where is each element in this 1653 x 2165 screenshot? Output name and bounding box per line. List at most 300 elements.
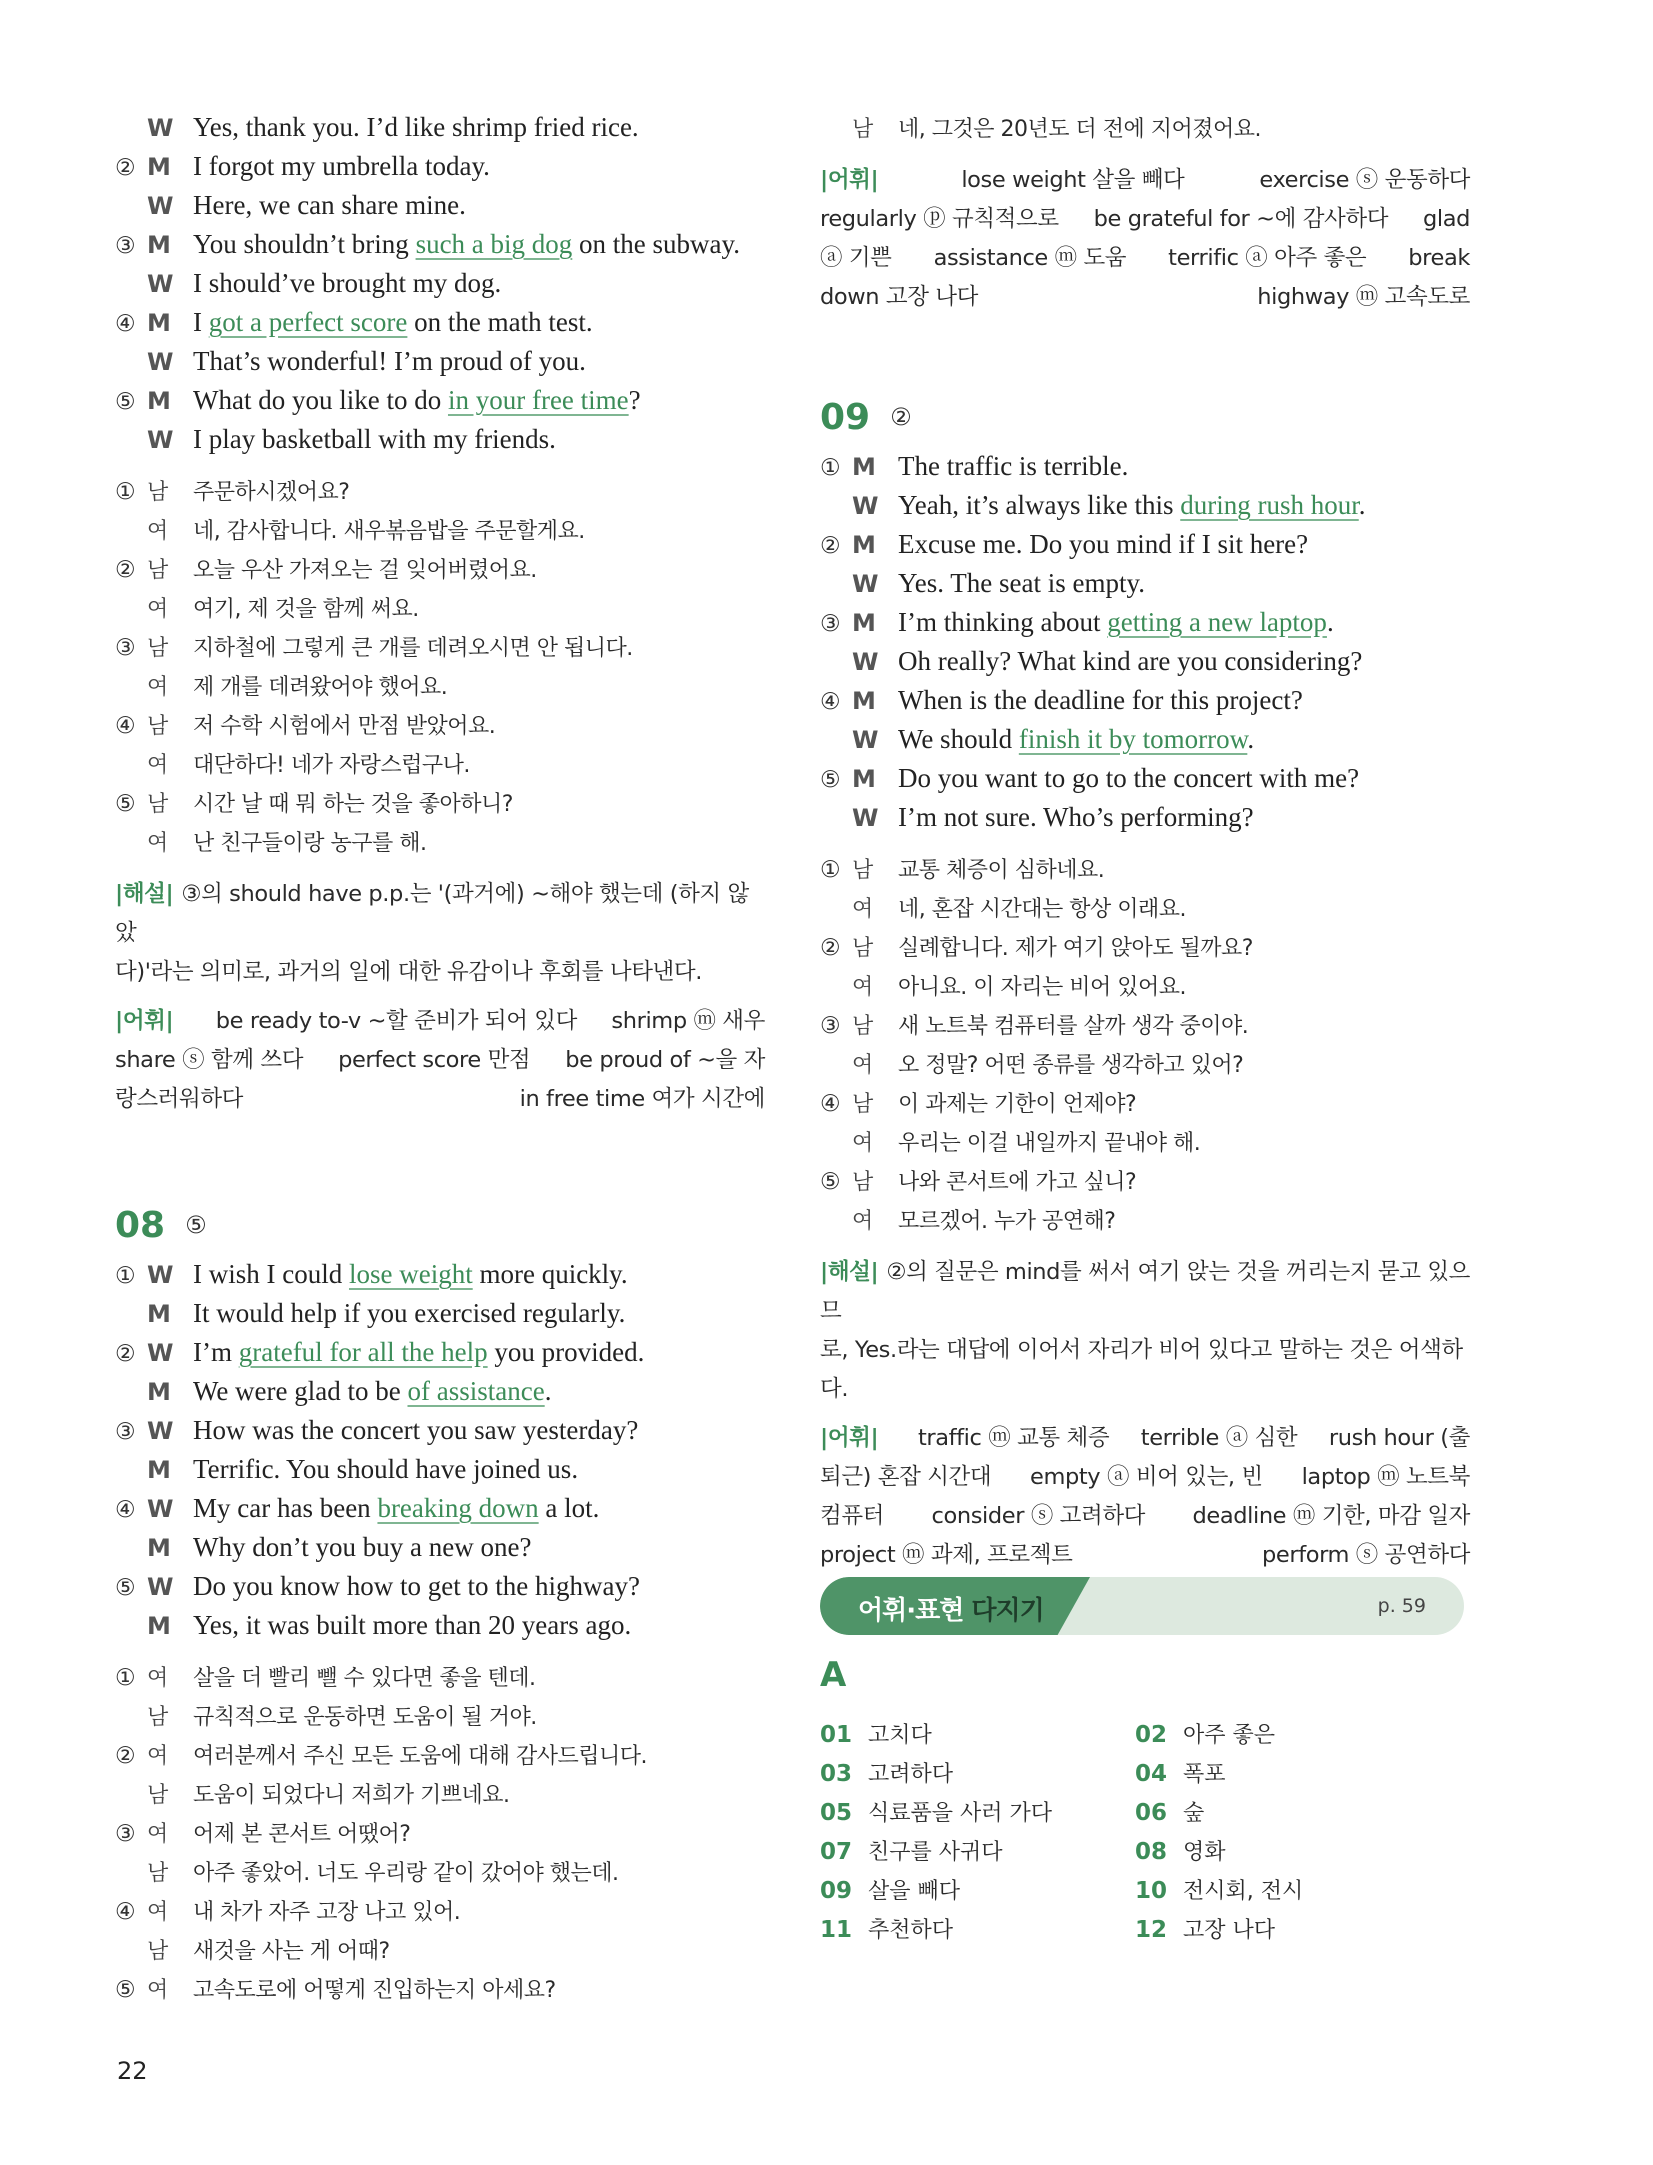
translation-text: 도움이 되었다니 저희가 기쁘네요. <box>193 1783 510 1808</box>
item-number: ③ <box>115 635 136 661</box>
dialogue-text <box>193 1493 599 1524</box>
item-number: ② <box>115 1743 136 1769</box>
dialogue-line <box>820 451 1470 490</box>
item-number: ④ <box>115 1497 136 1523</box>
translation-line <box>820 892 1470 931</box>
text-segment: on the subway. <box>572 229 741 259</box>
answer-text: 살을 빼다 <box>868 1879 961 1904</box>
speaker-label: M <box>147 1378 171 1406</box>
vocab-entry: regularly ⓟ 규칙적으로 <box>820 206 1059 232</box>
vocab-entry: ⓐ 기쁜 <box>820 245 892 271</box>
translation-text: 실례합니다. 제가 여기 앉아도 될까요? <box>898 936 1253 961</box>
vocab-entry: 퇴근) 혼잡 시간대 <box>820 1464 992 1490</box>
translation-text: 시간 날 때 뭐 하는 것을 좋아하니? <box>193 792 513 817</box>
text-segment: It would help if you exercised regularly. <box>193 1298 626 1328</box>
speaker-label: 여 <box>147 597 168 622</box>
right-column <box>820 112 1470 1575</box>
vocab-entry: terrible ⓐ 심한 <box>1140 1425 1298 1451</box>
translation-line <box>820 1165 1470 1204</box>
key-expression: such a big dog <box>415 229 573 259</box>
text-segment: Yes. The seat is empty. <box>898 568 1145 598</box>
item-number: ① <box>115 1665 136 1691</box>
translation-line <box>115 631 765 670</box>
answer-number: 11 <box>820 1917 853 1943</box>
vocab-label: |어휘| <box>820 167 879 193</box>
item-number: ③ <box>115 233 136 259</box>
translation-text: 모르겠어. 누가 공연해? <box>898 1209 1116 1234</box>
translation-line <box>115 709 765 748</box>
vocab-entry: 랑스러워하다 <box>115 1086 244 1112</box>
speaker-label: 여 <box>852 1209 873 1234</box>
speaker-label: 여 <box>147 519 168 544</box>
answer-text: 식료품을 사러 가다 <box>868 1801 1053 1826</box>
translation-text: 오늘 우산 가져오는 걸 잊어버렸어요. <box>193 558 537 583</box>
text-segment: Why don’t you buy a new one? <box>193 1532 532 1562</box>
dialogue-line <box>115 190 765 229</box>
dialogue-text <box>898 646 1362 677</box>
vocab-line <box>115 1041 765 1080</box>
translation-text: 지하철에 그렇게 큰 개를 데려오시면 안 됩니다. <box>193 636 633 661</box>
translation-line <box>115 748 765 787</box>
q07-explanation: |해설| ③의 should have p.p.는 '(과거에) ~해야 했는데 (하지 않았 다)'라는 의미로, 과거의 일에 대한 유감이나 후회를 나타낸다. <box>115 881 749 985</box>
translation-text: 새 노트북 컴퓨터를 살까 생각 중이야. <box>898 1014 1249 1039</box>
vocab-entry: exercise ⓢ 운동하다 <box>1259 167 1470 193</box>
text-segment: I’m thinking about <box>898 607 1108 637</box>
answer-text: 아주 좋은 <box>1183 1723 1276 1748</box>
dialogue-text <box>193 190 466 221</box>
key-expression: getting a new laptop <box>1107 607 1327 637</box>
dialogue-text <box>193 112 639 143</box>
text-segment: That’s wonderful! I’m proud of you. <box>193 346 586 376</box>
dialogue-text <box>193 1376 551 1407</box>
speaker-label: M <box>852 531 876 559</box>
speaker-label: 여 <box>147 1900 168 1925</box>
translation-text: 여러분께서 주신 모든 도움에 대해 감사드립니다. <box>193 1744 648 1769</box>
speaker-label: 여 <box>852 897 873 922</box>
text-segment: I should’ve brought my dog. <box>193 268 502 298</box>
dialogue-text <box>193 1571 640 1602</box>
translation-line <box>115 1817 765 1856</box>
speaker-label: 남 <box>852 858 873 883</box>
text-segment: The traffic is terrible. <box>898 451 1129 481</box>
dialogue-text <box>898 724 1254 755</box>
vocab-entry: glad <box>1422 206 1470 232</box>
vocab-entry: terrific ⓐ 아주 좋은 <box>1168 245 1367 271</box>
q07-vocabulary <box>115 1002 765 1119</box>
question-number: 08 <box>115 1204 166 1246</box>
item-number: ③ <box>115 1419 136 1445</box>
vocab-entry: empty ⓐ 비어 있는, 빈 <box>1030 1464 1263 1490</box>
speaker-label: W <box>852 726 879 754</box>
speaker-label: 여 <box>147 1822 168 1847</box>
q07-english-dialogue <box>115 112 765 463</box>
text-segment: What do you like to do <box>193 385 448 415</box>
vocab-answer-item <box>820 1874 1135 1913</box>
page-number: 22 <box>117 2057 148 2085</box>
translation-line <box>820 1009 1470 1048</box>
item-number: ③ <box>820 611 841 637</box>
q08-english-dialogue <box>115 1259 765 1649</box>
q09-vocabulary <box>820 1419 1470 1575</box>
vocab-entry: in free time 여가 시간에 <box>519 1086 765 1112</box>
key-expression: breaking down <box>377 1493 539 1523</box>
answer-text: 영화 <box>1183 1840 1226 1865</box>
answer-text: 숲 <box>1183 1801 1205 1826</box>
answer-mark: ② <box>890 403 912 431</box>
vocab-line <box>820 1536 1470 1575</box>
vocab-answer-item <box>1135 1718 1440 1757</box>
dialogue-text <box>898 529 1308 560</box>
speaker-label: M <box>147 231 171 259</box>
speaker-label: W <box>147 270 174 298</box>
q09-korean-translation <box>820 853 1470 1243</box>
speaker-label: 남 <box>147 480 168 505</box>
translation-text: 오 정말? 어떤 종류를 생각하고 있어? <box>898 1053 1244 1078</box>
text-segment: When is the deadline for this project? <box>898 685 1303 715</box>
key-expression: during rush hour <box>1180 490 1359 520</box>
vocab-line <box>820 239 1470 278</box>
vocab-entry: break <box>1408 245 1470 271</box>
speaker-label: W <box>852 804 879 832</box>
vocab-answer-grid <box>820 1718 1440 1952</box>
translation-line <box>115 1934 765 1973</box>
dialogue-text <box>193 1298 625 1329</box>
vocab-answer-item <box>820 1913 1135 1952</box>
item-number: ⑤ <box>115 1977 136 2003</box>
speaker-label: 남 <box>852 1014 873 1039</box>
item-number: ⑤ <box>820 1169 841 1195</box>
speaker-label: W <box>852 648 879 676</box>
answer-mark: ⑤ <box>185 1211 207 1239</box>
text-segment: Terrific. You should have joined us. <box>193 1454 579 1484</box>
text-segment: a lot. <box>538 1493 600 1523</box>
translation-text: 나와 콘서트에 가고 싶니? <box>898 1170 1137 1195</box>
key-expression: lose weight <box>348 1259 473 1289</box>
item-number: ① <box>820 455 841 481</box>
speaker-label: 남 <box>147 1861 168 1886</box>
speaker-label: 여 <box>147 675 168 700</box>
item-number: ⑤ <box>820 767 841 793</box>
vocab-answer-item <box>820 1835 1135 1874</box>
answer-number: 08 <box>1135 1839 1168 1865</box>
translation-text: 어제 본 콘서트 어땠어? <box>193 1822 411 1847</box>
item-number: ⑤ <box>115 791 136 817</box>
key-expression: finish it by tomorrow <box>1018 724 1248 754</box>
speaker-label: 여 <box>147 753 168 778</box>
dialogue-text <box>193 424 556 455</box>
answer-number: 01 <box>820 1722 853 1748</box>
dialogue-text <box>898 451 1128 482</box>
dialogue-text <box>193 1610 631 1641</box>
answer-number: 05 <box>820 1800 853 1826</box>
key-expression: grateful for all the help <box>238 1337 488 1367</box>
dialogue-line <box>115 346 765 385</box>
banner-title: 어휘·표현 다지기 <box>858 1596 1044 1626</box>
translation-line <box>115 553 765 592</box>
text-segment: How was the concert you saw yesterday? <box>193 1415 639 1445</box>
dialogue-text <box>193 1337 644 1368</box>
dialogue-line <box>115 1415 765 1454</box>
vocab-answer-item <box>820 1796 1135 1835</box>
speaker-label: M <box>147 1612 171 1640</box>
text-segment: more quickly. <box>472 1259 628 1289</box>
speaker-label: 여 <box>147 1978 168 2003</box>
translation-text: 저 수학 시험에서 만점 받았어요. <box>193 714 496 739</box>
text-segment: I <box>193 307 209 337</box>
translation-line <box>820 931 1470 970</box>
vocab-section-banner <box>820 1577 1464 1635</box>
dialogue-line <box>115 1259 765 1298</box>
speaker-label: 남 <box>147 1939 168 1964</box>
translation-line <box>115 1661 765 1700</box>
dialogue-line <box>115 1298 765 1337</box>
item-number: ④ <box>820 689 841 715</box>
text-segment: My car has been <box>193 1493 378 1523</box>
speaker-label: M <box>852 453 876 481</box>
left-column <box>115 112 765 2012</box>
dialogue-line <box>820 529 1470 568</box>
vocab-entry: laptop ⓜ 노트북 <box>1301 1464 1470 1490</box>
item-number: ④ <box>820 1091 841 1117</box>
dialogue-text <box>898 607 1334 638</box>
speaker-label: 여 <box>147 1666 168 1691</box>
dialogue-line <box>115 385 765 424</box>
item-number: ② <box>115 1341 136 1367</box>
dialogue-line <box>115 1532 765 1571</box>
answer-number: 12 <box>1135 1917 1168 1943</box>
vocab-answer-item <box>820 1757 1135 1796</box>
vocab-answer-item <box>1135 1757 1440 1796</box>
text-segment: . <box>1358 490 1366 520</box>
dialogue-line <box>115 1571 765 1610</box>
question-number: 09 <box>820 396 871 438</box>
dialogue-text <box>193 1454 578 1485</box>
dialogue-line <box>820 724 1470 763</box>
translation-line <box>820 1048 1470 1087</box>
item-number: ① <box>115 1263 136 1289</box>
translation-line <box>115 670 765 709</box>
q08-vocabulary <box>820 161 1470 317</box>
item-number: ② <box>115 155 136 181</box>
speaker-label: M <box>147 1300 171 1328</box>
vocab-label: |어휘| <box>115 1008 174 1034</box>
dialogue-line <box>820 490 1470 529</box>
text-segment: You shouldn’t bring <box>193 229 416 259</box>
speaker-label: W <box>147 1495 174 1523</box>
text-segment: I wish I could <box>193 1259 349 1289</box>
speaker-label: W <box>147 192 174 220</box>
speaker-label: M <box>852 765 876 793</box>
translation-line <box>115 475 765 514</box>
translation-line <box>820 1126 1470 1165</box>
item-number: ③ <box>115 1821 136 1847</box>
dialogue-line <box>820 802 1470 841</box>
q08-header <box>115 1199 765 1251</box>
text-segment: Do you know how to get to the highway? <box>193 1571 640 1601</box>
vocab-label: |어휘| <box>820 1425 879 1451</box>
dialogue-line <box>115 1337 765 1376</box>
vocab-entry: highway ⓜ 고속도로 <box>1257 284 1470 310</box>
speaker-label: 여 <box>147 1744 168 1769</box>
text-segment: ? <box>628 385 641 415</box>
dialogue-line <box>820 568 1470 607</box>
answer-number: 04 <box>1135 1761 1168 1787</box>
dialogue-text <box>898 802 1254 833</box>
translation-line <box>115 1973 765 2012</box>
vocab-entry: 컴퓨터 <box>820 1503 885 1529</box>
translation-line <box>820 970 1470 1009</box>
dialogue-text <box>193 1415 638 1446</box>
translation-line <box>115 1778 765 1817</box>
translation-text: 네, 혼잡 시간대는 항상 이래요. <box>898 897 1186 922</box>
text-segment: Yes, thank you. I’d like shrimp fried rice. <box>193 112 639 142</box>
translation-text: 아주 좋았어. 너도 우리랑 같이 갔어야 했는데. <box>193 1861 619 1886</box>
speaker-label: 남 <box>852 936 873 961</box>
vocab-entry: traffic ⓜ 교통 체증 <box>917 1425 1110 1451</box>
q09-english-dialogue <box>820 451 1470 841</box>
answer-number: 02 <box>1135 1722 1168 1748</box>
dialogue-line <box>115 268 765 307</box>
vocab-entry: project ⓜ 과제, 프로젝트 <box>820 1542 1073 1568</box>
text-segment: Yeah, it’s always like this <box>898 490 1181 520</box>
translation-text: 내 차가 자주 고장 나고 있어. <box>193 1900 461 1925</box>
translation-text: 새것을 사는 게 어때? <box>193 1939 390 1964</box>
vocab-entry: consider ⓢ 고려하다 <box>931 1503 1146 1529</box>
answer-number: 07 <box>820 1839 853 1865</box>
speaker-label: W <box>147 1417 174 1445</box>
translation-text: 난 친구들이랑 농구를 해. <box>193 831 427 856</box>
dialogue-line <box>820 607 1470 646</box>
speaker-label: 남 <box>147 714 168 739</box>
translation-text: 고속도로에 어떻게 진입하는지 아세요? <box>193 1978 556 2003</box>
text-segment: Here, we can share mine. <box>193 190 466 220</box>
answer-number: 03 <box>820 1761 853 1787</box>
dialogue-text <box>193 151 490 182</box>
speaker-label: M <box>147 1534 171 1562</box>
q07-korean-translation <box>115 475 765 865</box>
vocab-answer-item <box>1135 1835 1440 1874</box>
item-number: ② <box>115 557 136 583</box>
q09-explanation: |해설| ②의 질문은 mind를 써서 여기 앉는 것을 꺼리는지 묻고 있으므 로, Yes.라는 대답에 이어서 자리가 비어 있다고 말하는 것은 어색하다. <box>820 1259 1470 1402</box>
text-segment: I forgot my umbrella today. <box>193 151 490 181</box>
dialogue-line <box>115 1376 765 1415</box>
dialogue-text <box>193 346 586 377</box>
translation-line <box>820 1204 1470 1243</box>
speaker-label: 남 <box>852 1092 873 1117</box>
speaker-label: M <box>147 387 171 415</box>
speaker-label: 남 <box>147 636 168 661</box>
answer-text: 폭포 <box>1183 1762 1226 1787</box>
dialogue-line <box>820 763 1470 802</box>
speaker-label: W <box>852 570 879 598</box>
translation-line <box>820 1087 1470 1126</box>
text-segment: Do you want to go to the concert with me? <box>898 763 1360 793</box>
speaker-label: M <box>852 609 876 637</box>
speaker-label: W <box>147 114 174 142</box>
answer-number: 09 <box>820 1878 853 1904</box>
translation-line <box>115 1739 765 1778</box>
speaker-label: 남 <box>147 792 168 817</box>
answer-text: 고장 나다 <box>1183 1918 1276 1943</box>
speaker-label: 여 <box>147 831 168 856</box>
text-segment: on the math test. <box>407 307 593 337</box>
text-segment: I’m not sure. Who’s performing? <box>898 802 1254 832</box>
text-segment: We were glad to be <box>193 1376 408 1406</box>
item-number: ① <box>820 857 841 883</box>
speaker-label: W <box>147 426 174 454</box>
text-segment: Excuse me. Do you mind if I sit here? <box>898 529 1309 559</box>
translation-line <box>820 853 1470 892</box>
item-number: ⑤ <box>115 389 136 415</box>
text-segment: We should <box>898 724 1019 754</box>
speaker-label: M <box>147 1456 171 1484</box>
translation-line <box>115 592 765 631</box>
text-segment: . <box>544 1376 552 1406</box>
text-segment: you provided. <box>487 1337 645 1367</box>
answer-text: 고치다 <box>868 1723 932 1748</box>
key-expression: of assistance <box>407 1376 545 1406</box>
vocab-line <box>820 278 1470 317</box>
speaker-label: 여 <box>852 975 873 1000</box>
q08-korean-continued: 남 네, 그것은 20년도 더 전에 지어졌어요. <box>852 117 1261 142</box>
vocab-entry: be proud of ~을 자 <box>565 1047 765 1073</box>
translation-line <box>115 1856 765 1895</box>
vocab-entry: be ready to-v ~할 준비가 되어 있다 <box>215 1008 577 1034</box>
vocab-entry: rush hour (출 <box>1328 1425 1470 1451</box>
vocab-line <box>820 1497 1470 1536</box>
key-expression: in your free time <box>447 385 629 415</box>
item-number: ② <box>820 533 841 559</box>
dialogue-line <box>115 307 765 346</box>
answer-text: 추천하다 <box>868 1918 954 1943</box>
dialogue-line <box>115 424 765 463</box>
q08-korean-translation <box>115 1661 765 2012</box>
speaker-label: W <box>147 1339 174 1367</box>
speaker-label: W <box>147 1573 174 1601</box>
speaker-label: M <box>147 309 171 337</box>
speaker-label: 남 <box>147 1783 168 1808</box>
dialogue-line <box>820 646 1470 685</box>
speaker-label: 여 <box>852 1053 873 1078</box>
speaker-label: 남 <box>147 558 168 583</box>
dialogue-text <box>898 763 1359 794</box>
text-segment: . <box>1326 607 1334 637</box>
item-number: ④ <box>115 1899 136 1925</box>
item-number: ④ <box>115 713 136 739</box>
translation-text: 살을 더 빨리 뺄 수 있다면 좋을 텐데. <box>193 1666 536 1691</box>
vocab-line <box>115 1080 765 1119</box>
speaker-label: W <box>147 1261 174 1289</box>
answer-text: 친구를 사귀다 <box>868 1840 1003 1865</box>
vocab-line <box>820 161 1470 200</box>
vocab-entry: perfect score 만점 <box>338 1047 531 1073</box>
vocab-line <box>115 1002 765 1041</box>
vocab-line <box>820 1419 1470 1458</box>
answer-text: 고려하다 <box>868 1762 954 1787</box>
text-segment: I’m <box>193 1337 239 1367</box>
speaker-label: M <box>852 687 876 715</box>
item-number: ① <box>115 479 136 505</box>
text-segment: I play basketball with my friends. <box>193 424 556 454</box>
vocab-entry: share ⓢ 함께 쓰다 <box>115 1047 304 1073</box>
translation-text: 규칙적으로 운동하면 도움이 될 거야. <box>193 1705 537 1730</box>
vocab-entry: assistance ⓜ 도움 <box>933 245 1127 271</box>
dialogue-text <box>898 568 1145 599</box>
dialogue-text <box>898 685 1303 716</box>
answer-text: 전시회, 전시 <box>1183 1879 1304 1904</box>
q09-header <box>820 391 1470 443</box>
translation-text: 네, 감사합니다. 새우볶음밥을 주문할게요. <box>193 519 585 544</box>
